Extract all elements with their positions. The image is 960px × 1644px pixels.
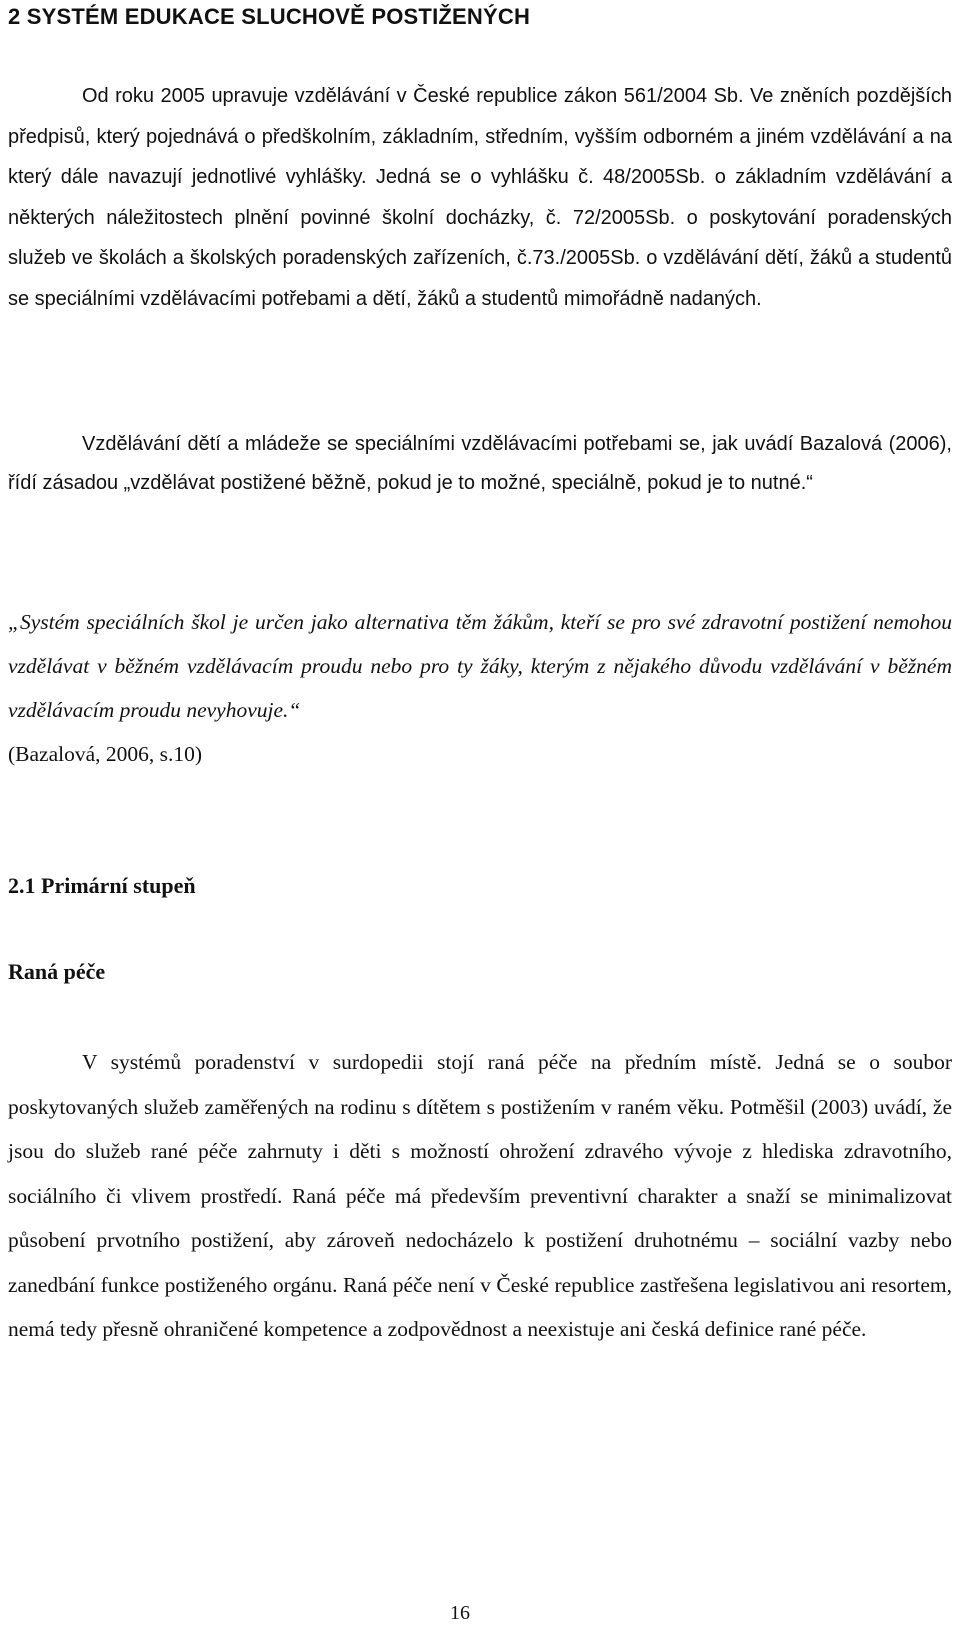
page-number: 16 [450, 1602, 470, 1624]
paragraph-education-law: Od roku 2005 upravuje vzdělávání v České republice zákon 561/2004 Sb. Ve zněních pozdějších předpisů, který pojednává o předškolním, základním, středním, vyšším odborném a jiném vzdělávání a na který dále navazují jednotlivé vyhlášky. Jedná se o vyhlášku č. 48/2005Sb. o základním vzdělávání a některých náležitostech plnění povinné školní docházky, č. 72/2005Sb. o poskytování poradenských služeb ve školách a školských poradenských zařízeních, č.73./2005Sb. o vzdělávání dětí, žáků a studentů se speciálními vzdělávacími potřebami a dětí, žáků a studentů mimořádně nadaných. [8, 85, 952, 310]
quote-citation: (Bazalová, 2006, s.10) [8, 742, 203, 766]
paragraph-early-care: V systémů poradenství v surdopedii stojí raná péče na předním místě. Jedná se o soubor poskytovaných služeb zaměřených na rodinu s dítětem s postižením v raném věku. Potměšil (2003) uvádí, že jsou do služeb rané péče zahrnuty i děti s možností ohrožení zdravého vývoje z hlediska zdravotního, sociálního či vlivem prostředí. Raná péče má především preventivní charakter a snaží se minimalizovat působení prvotního postižení, aby zároveň nedocházelo k postižení druhotnému – sociální vazby nebo zanedbání funkce postiženého orgánu. Raná péče není v České republice zastřešena legislativou ani resortem, nemá tedy přesně ohraničené kompetence a zodpovědnost a neexistuje ani česká definice rané péče. [8, 1050, 952, 1341]
block-quote: „Systém speciálních škol je určen jako alternativa těm žákům, kteří se pro své zdravotní postižení nemohou vzdělávat v běžném vzdělávacím proudu nebo pro ty žáky, kterým z nějakého důvodu vzdělávání v běžném vzdělávacím proudu nevyhovuje.“ [8, 610, 952, 722]
chapter-title: 2 SYSTÉM EDUKACE SLUCHOVĚ POSTIŽENÝCH [8, 4, 531, 29]
section-title: 2.1 Primární stupeň [8, 873, 196, 898]
subsection-title: Raná péče [8, 959, 106, 984]
paragraph-special-needs: Vzdělávání dětí a mládeže se speciálními vzdělávacími potřebami se, jak uvádí Bazalová (2006), řídí zásadou „vzdělávat postižené běžně, pokud je to možné, speciálně, pokud je to nutné.“ [8, 433, 952, 494]
